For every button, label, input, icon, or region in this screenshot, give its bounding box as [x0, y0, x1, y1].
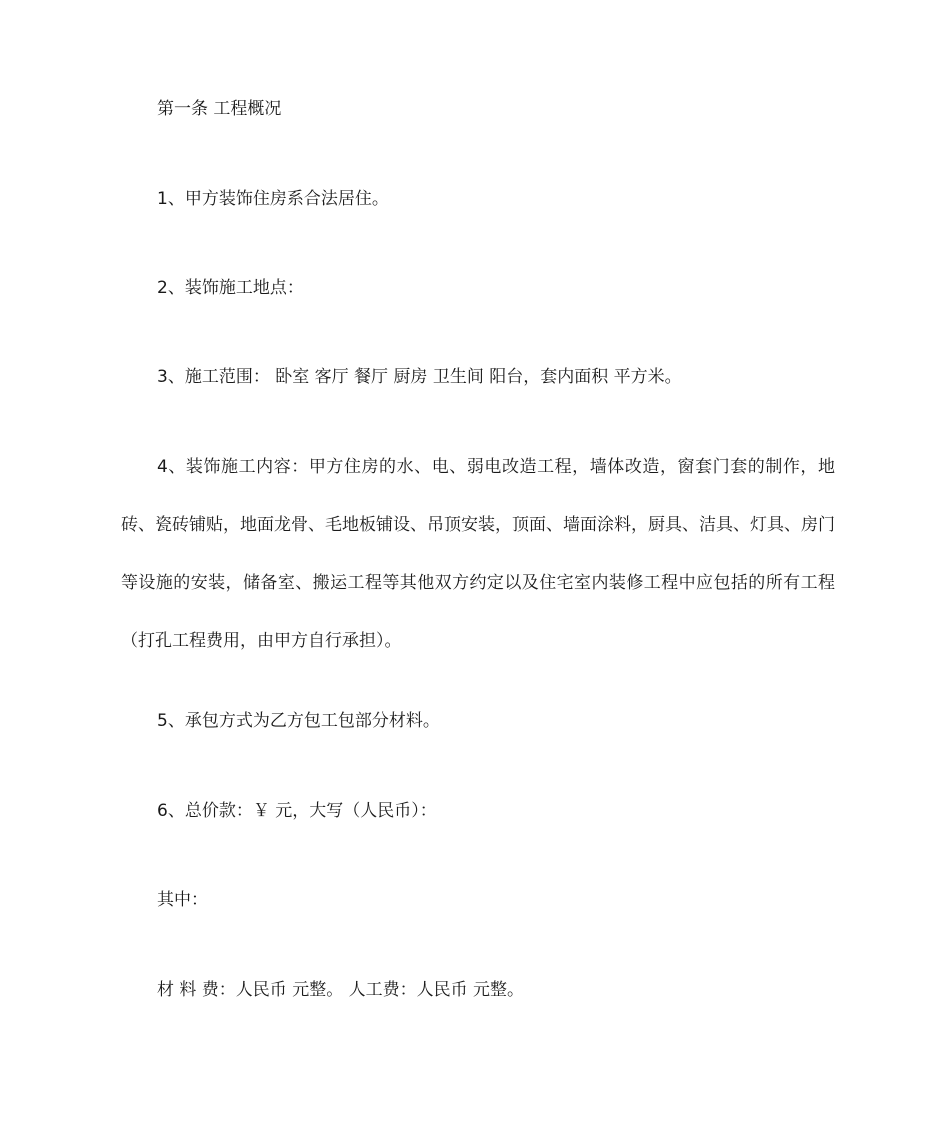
- clause-item-3: 3、施工范围： 卧室 客厅 餐厅 厨房 卫生间 阳台，套内面积 平方米。: [157, 367, 682, 387]
- clause-item-1: 1、甲方装饰住房系合法居住。: [157, 189, 389, 209]
- clause-item-5: 5、承包方式为乙方包工包部分材料。: [157, 711, 440, 731]
- section-heading: 第一条 工程概况: [157, 99, 282, 119]
- clause-item-4: 4、装饰施工内容：甲方住房的水、电、弱电改造工程，墙体改造，窗套门套的制作，地砖、瓷砖铺贴，地面龙骨、毛地板铺设、吊顶安装，顶面、墙面涂料，厨具、洁具、灯具、房门等设施的安装，储备室、搬运工程等其他双方约定以及住宅室内装修工程中应包括的所有工程（打孔工程费用，由甲方自行承担）。: [121, 457, 835, 651]
- fees-line: 材 料 费：人民币 元整。 人工费：人民币 元整。: [157, 980, 525, 1000]
- among-label: 其中：: [157, 890, 208, 910]
- clause-item-6: 6、总价款：￥ 元，大写（人民币）：: [157, 801, 437, 821]
- clause-item-2: 2、装饰施工地点：: [157, 278, 304, 298]
